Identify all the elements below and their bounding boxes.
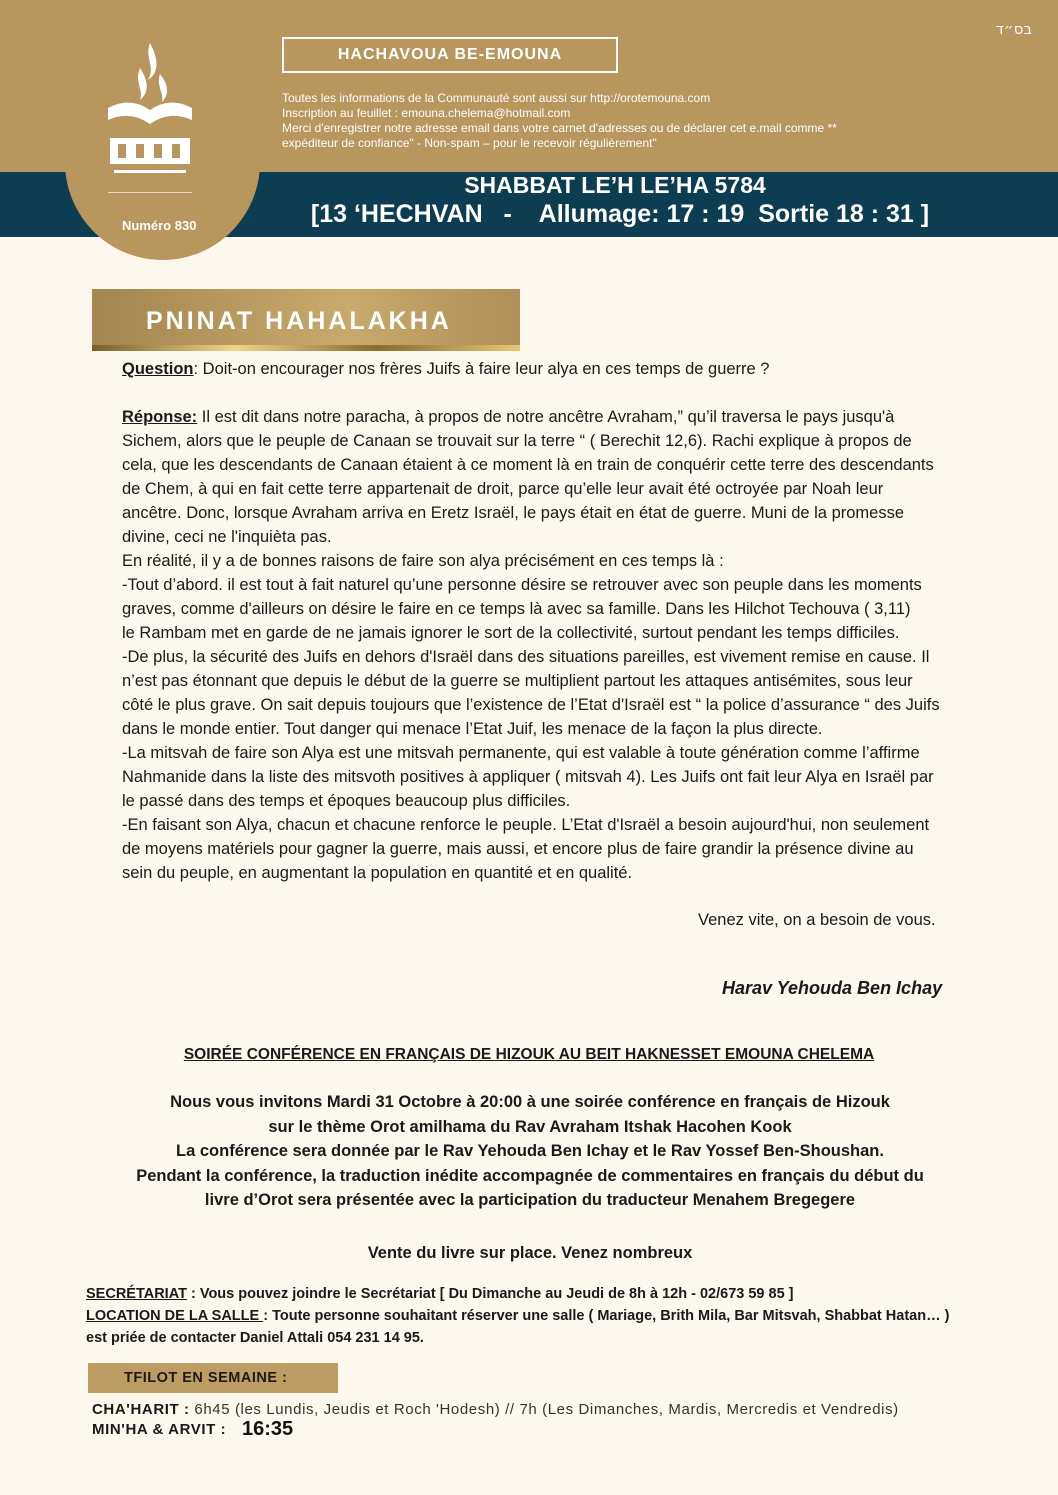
response-line: -Tout d’abord. il est tout à fait naturel qu’une personne désire se retrouver avec son peuple dans les moments bbox=[122, 576, 922, 594]
tfilot-tag: TFILOT EN SEMAINE : bbox=[88, 1363, 338, 1393]
info-line: Toutes les informations de la Communauté sont aussi sur http://orotemouna.com bbox=[282, 91, 711, 105]
location-info bbox=[86, 1305, 949, 1327]
logo-divider bbox=[108, 192, 192, 193]
chahrit-times: 6h45 (les Lundis, Jeudis et Roch 'Hodesh) // 7h (Les Dimanches, Mardis, Mercredis et Vendredis) bbox=[189, 1401, 899, 1418]
section-tag-stripe bbox=[92, 345, 520, 351]
closing-note: Venez vite, on a besoin de vous. bbox=[698, 911, 936, 929]
emouna-logo-icon bbox=[100, 38, 200, 188]
response-line: le passé dans des temps et époques beaucoup plus difficiles. bbox=[122, 792, 571, 810]
location-contact: est priée de contacter Daniel Attali 054 231 14 95. bbox=[86, 1330, 424, 1346]
response-line: cela, que les descendants de Canaan étaient à ce moment là en train de conquérir cette terre des descendants bbox=[122, 456, 934, 474]
conference-line: sur le thème Orot amilhama du Rav Avraham Itshak Hacohen Kook bbox=[268, 1117, 792, 1136]
shabbat-times: [13 ‘HECHVAN - Allumage: 17 : 19 Sortie 18 : 31 ] bbox=[310, 200, 930, 228]
info-line: Merci d'enregistrer notre adresse email dans votre carnet d'adresses ou de déclarer cet e.mail comme ** bbox=[282, 121, 837, 135]
conference-body bbox=[60, 1090, 1000, 1213]
chahrit-label: CHA'HARIT : bbox=[92, 1401, 190, 1418]
minha-label: MIN'HA & ARVIT : bbox=[92, 1421, 227, 1438]
book-sale-note: Vente du livre sur place. Venez nombreux bbox=[367, 1244, 693, 1262]
shabbat-title: SHABBAT LE’H LE’HA 5784 bbox=[464, 172, 766, 198]
response-line: Il est dit dans notre paracha, à propos de notre ancêtre Avraham,” qu’il traversa le pays jusqu'à bbox=[197, 408, 895, 426]
response-line: En réalité, il y a de bonnes raisons de faire son alya précisément en ces temps là : bbox=[122, 552, 724, 570]
minha-time: 16:35 bbox=[242, 1418, 294, 1440]
conference-title: SOIRÉE CONFÉRENCE EN FRANÇAIS DE HIZOUK AU BEIT HAKNESSET EMOUNA CHELEMA bbox=[183, 1046, 875, 1063]
chahrit-schedule bbox=[92, 1401, 899, 1418]
conference-line: La conférence sera donnée par le Rav Yehouda Ben Ichay et le Rav Yossef Ben-Shoushan. bbox=[176, 1142, 884, 1160]
bsd-mark: בס״ד bbox=[995, 20, 1032, 38]
issue-number: Numéro 830 bbox=[122, 218, 197, 233]
minha-schedule bbox=[92, 1421, 226, 1438]
question-label: Question bbox=[122, 360, 194, 378]
question bbox=[122, 357, 1012, 381]
response-label: Réponse: bbox=[122, 408, 198, 426]
response-body bbox=[122, 405, 1012, 885]
info-line: expéditeur de confiance" - Non-spam – pour le recevoir régulièrement" bbox=[282, 136, 657, 150]
response-line: ancêtre. Donc, lorsque Avraham arriva en Eretz Israël, le pays était en état de guerre. Muni de la promesse bbox=[122, 504, 905, 522]
conference-line: Nous vous invitons Mardi 31 Octobre à 20:00 à une soirée conférence en français de Hizouk bbox=[170, 1093, 890, 1111]
response-line: Nahmanide dans la liste des mitsvoth positives à appliquer ( mitsvah 4). Les Juifs ont fait leur Alya en Israël par bbox=[122, 768, 934, 786]
response-line: graves, comme d'ailleurs on désire le faire en ce temps là avec sa famille. Dans les Hilchot Techouva ( 3,11) bbox=[122, 600, 911, 618]
response-line: n’est pas étonnant que depuis le début de la guerre se multiplient partout les attaques antisémites, sous leur bbox=[122, 672, 913, 690]
response-line: côté le plus grave. On sait depuis toujours que l’existence de l’Etat d'Israël est “ la police d’assurance “ des Juifs bbox=[122, 696, 940, 714]
response-line: -La mitsvah de faire son Alya est une mitsvah permanente, qui est valable à toute génération comme l’affirme bbox=[122, 744, 920, 762]
secretariat-info bbox=[86, 1283, 794, 1305]
response-line: dans le monde entier. Tout danger qui menace l’Etat Juif, les menace de la façon la plus directe. bbox=[122, 720, 823, 738]
response-line: divine, ceci ne l'inquièta pas. bbox=[122, 528, 332, 546]
secretariat-label: SECRÉTARIAT bbox=[86, 1286, 187, 1302]
section-tag: PNINAT HAHALAKHA bbox=[92, 289, 520, 351]
location-text: : Toute personne souhaitant réserver une salle ( Mariage, Brith Mila, Bar Mitsvah, Shabbat Hatan… ) bbox=[263, 1308, 950, 1324]
conference-line: Pendant la conférence, la traduction inédite accompagnée de commentaires en français du début du bbox=[136, 1166, 924, 1185]
response-line: -De plus, la sécurité des Juifs en dehors d'Israël dans des situations pareilles, est vivement remise en cause. Il bbox=[122, 648, 930, 666]
brand-title: HACHAVOUA BE-EMOUNA bbox=[282, 37, 618, 73]
response-line: le Rambam met en garde de ne jamais ignorer le sort de la collectivité, surtout pendant les temps difficiles. bbox=[122, 624, 900, 642]
signature: Harav Yehouda Ben Ichay bbox=[722, 978, 943, 998]
response-line: de Chem, à qui en fait cette terre appartenait de droit, parce qu’elle leur avait été octroyée par Noah leur bbox=[122, 480, 884, 498]
secretariat-text: : Vous pouvez joindre le Secrétariat [ Du Dimanche au Jeudi de 8h à 12h - 02/673 59 85 ] bbox=[186, 1286, 794, 1302]
response-line: -En faisant son Alya, chacun et chacune renforce le peuple. L’Etat d'Israël a besoin aujourd'hui, non seulement bbox=[122, 816, 930, 834]
question-text: : Doit-on encourager nos frères Juifs à faire leur alya en ces temps de guerre ? bbox=[193, 360, 770, 378]
response-line: sein du peuple, en augmentant la population en quantité et en qualité. bbox=[122, 864, 633, 882]
info-line: Inscription au feuillet : emouna.chelema@hotmail.com bbox=[282, 106, 571, 120]
conference-line: livre d’Orot sera présentée avec la participation du traducteur Menahem Bregegere bbox=[204, 1191, 856, 1209]
location-label: LOCATION DE LA SALLE bbox=[86, 1308, 264, 1324]
response-line: Sichem, alors que le peuple de Canaan se trouvait sur la terre “ ( Berechit 12,6). Rachi explique à propos de bbox=[122, 432, 912, 450]
response-line: de moyens matériels pour gagner la guerre, mais aussi, et encore plus de faire grandir la présence divine au bbox=[122, 840, 914, 858]
